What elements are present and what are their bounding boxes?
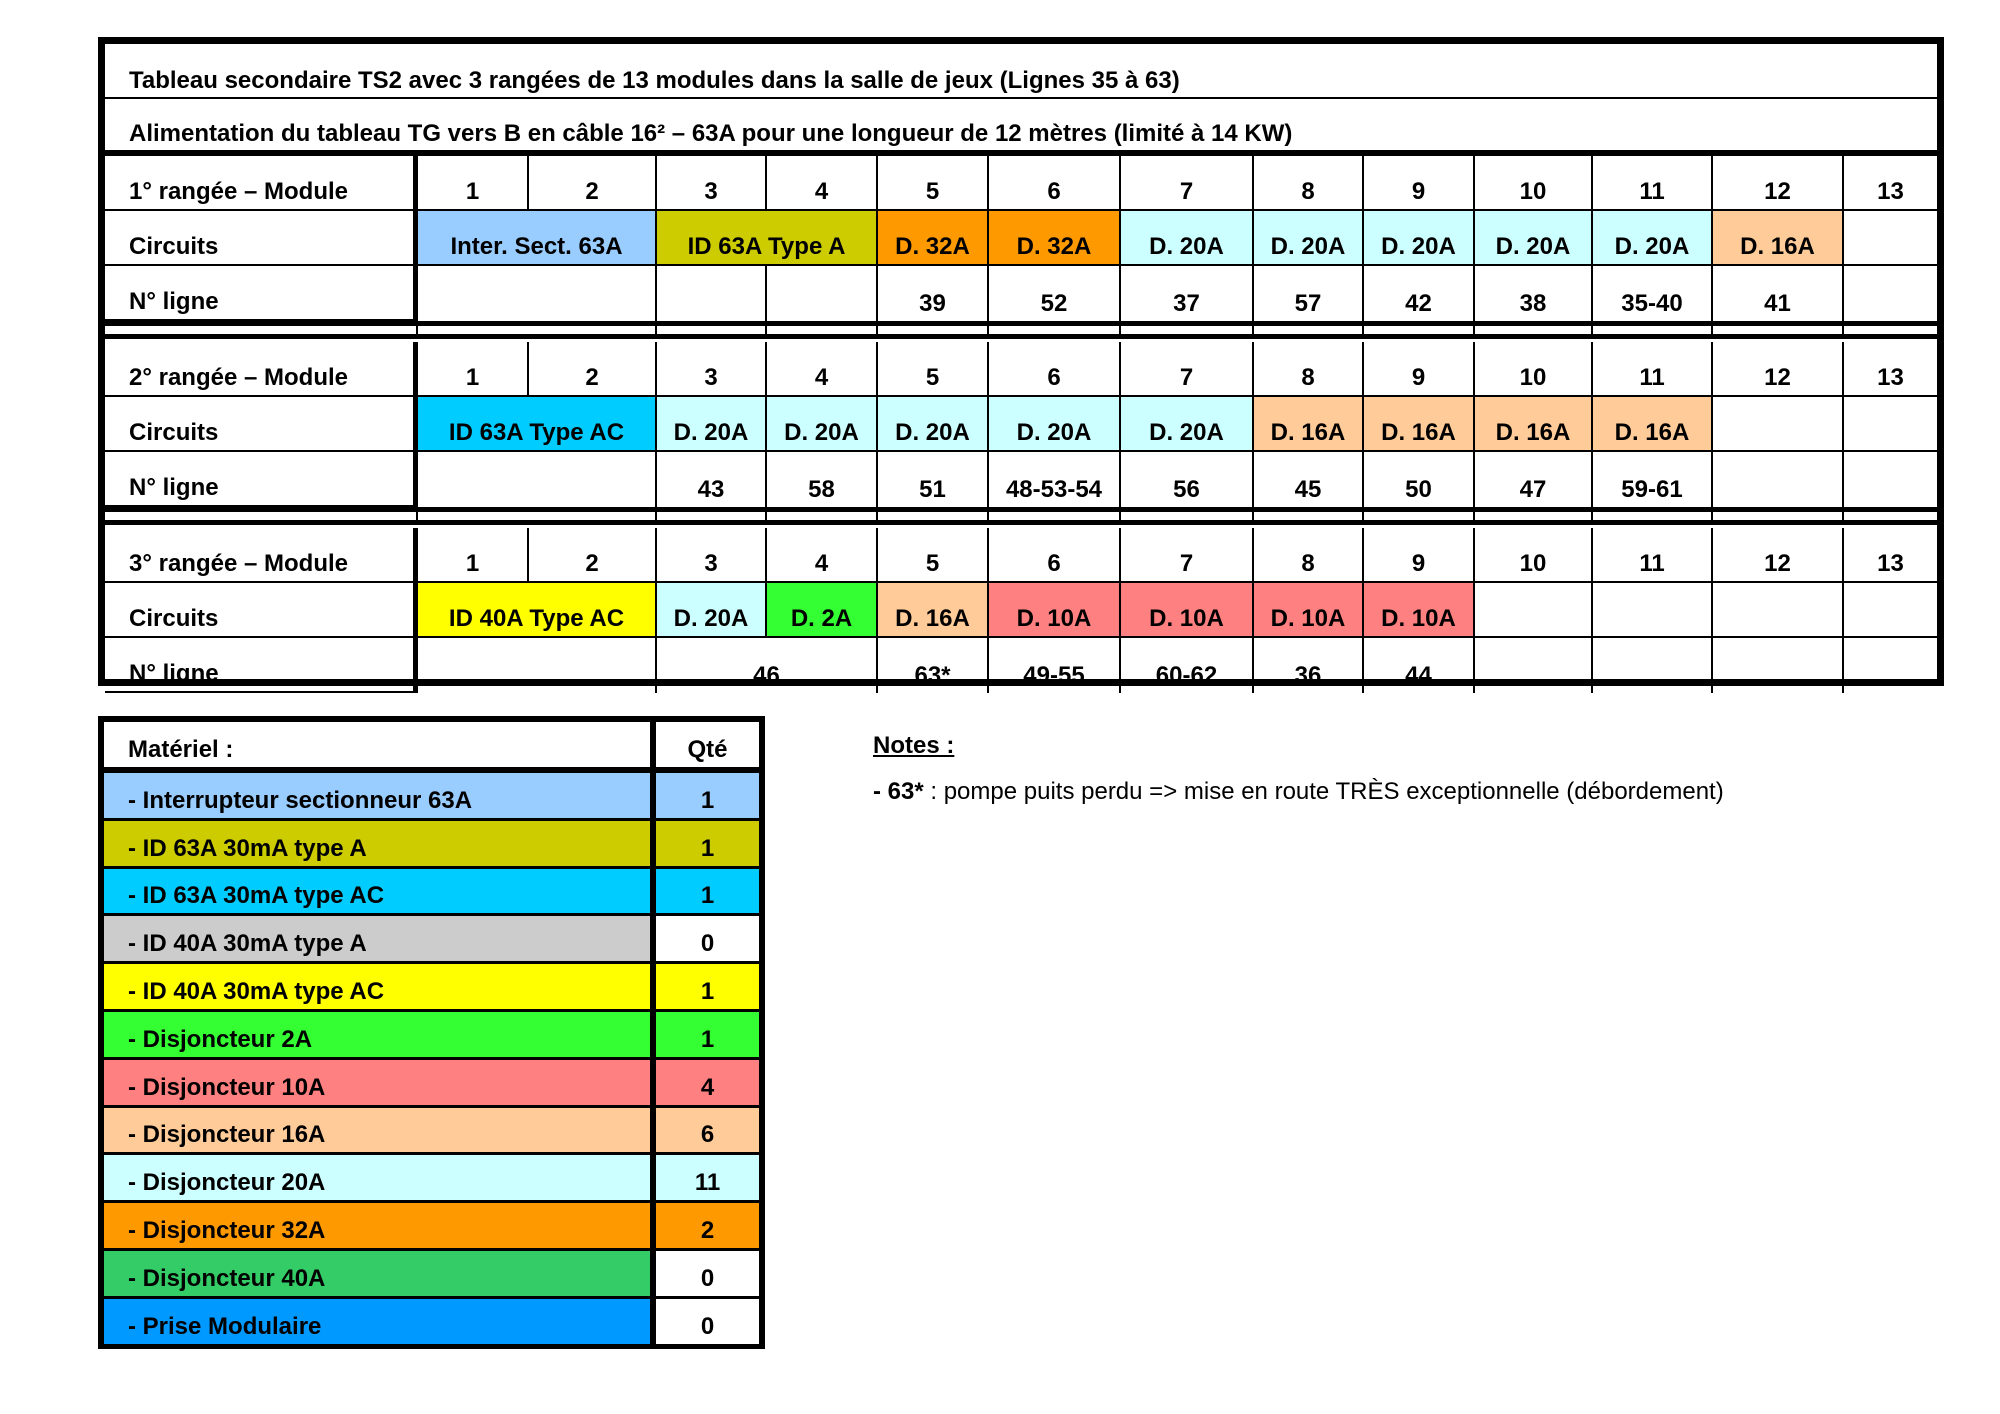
separator-tick <box>1842 326 1844 334</box>
material-qty: 0 <box>656 1251 759 1296</box>
ligne-cell: 60-62 <box>1121 638 1254 693</box>
material-header-name: Matériel : <box>104 722 656 767</box>
module-number: 11 <box>1593 156 1713 211</box>
module-number: 3 <box>657 156 767 211</box>
separator-tick <box>1711 512 1713 520</box>
ligne-cell: 43 <box>657 452 767 507</box>
note-key: - 63* <box>873 778 924 805</box>
separator-tick <box>987 326 989 334</box>
material-qty: 0 <box>656 1299 759 1344</box>
module-number: 8 <box>1254 528 1364 583</box>
ligne-label: N° ligne <box>105 638 418 693</box>
ligne-cell: 63* <box>878 638 989 693</box>
module-number: 11 <box>1593 342 1713 397</box>
separator-tick <box>1591 512 1593 520</box>
ligne-cell: 35-40 <box>1593 266 1713 321</box>
ligne-cell <box>1713 638 1844 693</box>
ligne-cell <box>1844 638 1937 693</box>
module-number: 1 <box>418 528 529 583</box>
module-number: 9 <box>1364 342 1475 397</box>
ligne-label: N° ligne <box>105 266 418 321</box>
ligne-cell <box>767 266 878 321</box>
material-qty: 0 <box>656 916 759 961</box>
ligne-cell: 59-61 <box>1593 452 1713 507</box>
material-name: - Disjoncteur 2A <box>104 1012 656 1057</box>
material-row <box>104 1105 759 1153</box>
ligne-cell: 42 <box>1364 266 1475 321</box>
module-number: 3 <box>657 342 767 397</box>
circuit-cell <box>1713 583 1844 638</box>
module-number: 5 <box>878 528 989 583</box>
module-number: 11 <box>1593 528 1713 583</box>
ligne-cell: 38 <box>1475 266 1593 321</box>
circuit-cell: D. 20A <box>1475 211 1593 266</box>
ligne-cell <box>1475 638 1593 693</box>
separator-tick <box>1591 326 1593 334</box>
material-row <box>104 770 759 818</box>
module-number: 10 <box>1475 156 1593 211</box>
material-qty: 1 <box>656 869 759 914</box>
module-number: 6 <box>989 156 1121 211</box>
circuit-cell <box>1475 583 1593 638</box>
module-number: 13 <box>1844 156 1937 211</box>
table-subtitle: Alimentation du tableau TG vers B en câble 16² – 63A pour une longueur de 12 mètres (limité à 14 KW) <box>105 99 1937 156</box>
module-number: 9 <box>1364 528 1475 583</box>
module-number: 1 <box>418 342 529 397</box>
material-row <box>104 1296 759 1344</box>
circuit-cell: D. 10A <box>1364 583 1475 638</box>
circuit-cell: D. 20A <box>878 397 989 452</box>
material-header <box>104 722 759 770</box>
material-qty: 2 <box>656 1203 759 1248</box>
circuit-cell <box>1593 583 1713 638</box>
table-title: Tableau secondaire TS2 avec 3 rangées de 13 modules dans la salle de jeux (Lignes 35 à 63) <box>105 44 1937 99</box>
material-name: - Prise Modulaire <box>104 1299 656 1344</box>
circuit-cell: D. 16A <box>878 583 989 638</box>
material-row <box>104 818 759 866</box>
material-row <box>104 961 759 1009</box>
circuit-cell: D. 32A <box>878 211 989 266</box>
circuit-cell: D. 16A <box>1254 397 1364 452</box>
module-number: 6 <box>989 528 1121 583</box>
ligne-label: N° ligne <box>105 452 418 507</box>
separator-tick <box>1362 326 1364 334</box>
circuit-cell: ID 63A Type A <box>657 211 878 266</box>
circuit-cell: D. 10A <box>1254 583 1364 638</box>
separator-tick <box>1473 512 1475 520</box>
ligne-cell <box>418 452 657 507</box>
ligne-cell: 57 <box>1254 266 1364 321</box>
ligne-cell <box>657 266 767 321</box>
circuit-cell: D. 20A <box>767 397 878 452</box>
module-number: 1 <box>418 156 529 211</box>
material-qty: 4 <box>656 1060 759 1105</box>
ligne-cell: 37 <box>1121 266 1254 321</box>
material-row <box>104 1152 759 1200</box>
module-number: 2 <box>529 342 657 397</box>
module-number: 7 <box>1121 156 1254 211</box>
circuit-cell: D. 2A <box>767 583 878 638</box>
module-number: 4 <box>767 528 878 583</box>
ligne-cell: 49-55 <box>989 638 1121 693</box>
material-qty: 6 <box>656 1108 759 1153</box>
circuit-cell <box>1844 583 1937 638</box>
circuit-cell: D. 16A <box>1713 211 1844 266</box>
material-row <box>104 1009 759 1057</box>
module-number: 7 <box>1121 528 1254 583</box>
material-name: - Disjoncteur 32A <box>104 1203 656 1248</box>
material-qty: 1 <box>656 1012 759 1057</box>
material-name: - ID 63A 30mA type A <box>104 821 656 866</box>
circuit-cell: ID 63A Type AC <box>418 397 657 452</box>
separator-tick <box>655 512 657 520</box>
module-number: 5 <box>878 156 989 211</box>
material-row <box>104 1248 759 1296</box>
circuit-cell: D. 10A <box>989 583 1121 638</box>
separator-tick <box>655 326 657 334</box>
separator-tick <box>1252 326 1254 334</box>
circuit-table <box>98 37 1944 689</box>
separator-tick <box>1119 512 1121 520</box>
material-qty: 11 <box>656 1155 759 1200</box>
ligne-cell: 44 <box>1364 638 1475 693</box>
ligne-cell: 52 <box>989 266 1121 321</box>
row-heading: 2° rangée – Module <box>105 342 418 397</box>
separator-tick <box>765 326 767 334</box>
material-row <box>104 1200 759 1248</box>
notes-section <box>873 732 1724 806</box>
separator-tick <box>416 326 418 334</box>
ligne-cell <box>1593 638 1713 693</box>
circuit-cell: D. 16A <box>1593 397 1713 452</box>
module-number: 12 <box>1713 342 1844 397</box>
module-number: 7 <box>1121 342 1254 397</box>
separator-tick <box>876 512 878 520</box>
material-qty: 1 <box>656 964 759 1009</box>
ligne-cell <box>1844 266 1937 321</box>
ligne-cell: 47 <box>1475 452 1593 507</box>
circuit-cell: D. 16A <box>1364 397 1475 452</box>
circuit-cell: D. 20A <box>657 397 767 452</box>
ligne-cell: 50 <box>1364 452 1475 507</box>
ligne-cell: 45 <box>1254 452 1364 507</box>
circuit-cell: D. 20A <box>1121 211 1254 266</box>
ligne-cell <box>418 266 657 321</box>
circuits-label: Circuits <box>105 211 418 266</box>
material-name: - Disjoncteur 10A <box>104 1060 656 1105</box>
ligne-cell <box>1844 452 1937 507</box>
material-name: - Disjoncteur 20A <box>104 1155 656 1200</box>
material-name: - Disjoncteur 40A <box>104 1251 656 1296</box>
module-number: 12 <box>1713 528 1844 583</box>
module-number: 6 <box>989 342 1121 397</box>
notes-title: Notes : <box>873 732 955 759</box>
circuit-cell: D. 16A <box>1475 397 1593 452</box>
separator-tick <box>1842 512 1844 520</box>
circuit-cell: D. 20A <box>657 583 767 638</box>
separator-tick <box>1362 512 1364 520</box>
ligne-cell: 58 <box>767 452 878 507</box>
note-item <box>873 778 1724 806</box>
module-number: 8 <box>1254 156 1364 211</box>
material-name: - ID 63A 30mA type AC <box>104 869 656 914</box>
circuit-cell <box>1844 211 1937 266</box>
module-number: 13 <box>1844 528 1937 583</box>
row-heading: 1° rangée – Module <box>105 156 418 211</box>
row-separator <box>105 507 1937 525</box>
circuit-cell: D. 20A <box>989 397 1121 452</box>
ligne-cell: 56 <box>1121 452 1254 507</box>
module-number: 4 <box>767 156 878 211</box>
material-row <box>104 913 759 961</box>
material-row <box>104 1057 759 1105</box>
separator-tick <box>1473 326 1475 334</box>
ligne-cell <box>418 638 657 693</box>
circuits-label: Circuits <box>105 583 418 638</box>
separator-tick <box>987 512 989 520</box>
module-number: 3 <box>657 528 767 583</box>
note-text: : pompe puits perdu => mise en route TRÈS exceptionnelle (débordement) <box>923 778 1724 805</box>
circuit-cell: D. 32A <box>989 211 1121 266</box>
module-number: 10 <box>1475 342 1593 397</box>
material-header-qty: Qté <box>687 736 728 763</box>
module-number: 13 <box>1844 342 1937 397</box>
ligne-cell: 51 <box>878 452 989 507</box>
ligne-cell: 46 <box>657 638 878 693</box>
separator-tick <box>416 512 418 520</box>
circuit-cell: ID 40A Type AC <box>418 583 657 638</box>
ligne-cell: 41 <box>1713 266 1844 321</box>
circuit-cell: D. 20A <box>1121 397 1254 452</box>
module-number: 2 <box>529 156 657 211</box>
module-number: 9 <box>1364 156 1475 211</box>
row-heading: 3° rangée – Module <box>105 528 418 583</box>
separator-tick <box>1711 326 1713 334</box>
module-number: 5 <box>878 342 989 397</box>
separator-tick <box>1119 326 1121 334</box>
circuit-cell: D. 20A <box>1254 211 1364 266</box>
material-name: - ID 40A 30mA type AC <box>104 964 656 1009</box>
circuit-cell: D. 20A <box>1364 211 1475 266</box>
ligne-cell: 36 <box>1254 638 1364 693</box>
material-qty: 1 <box>656 821 759 866</box>
ligne-cell: 39 <box>878 266 989 321</box>
separator-tick <box>876 326 878 334</box>
module-number: 12 <box>1713 156 1844 211</box>
material-name: - Disjoncteur 16A <box>104 1108 656 1153</box>
module-number: 10 <box>1475 528 1593 583</box>
material-qty: 1 <box>656 773 759 818</box>
module-number: 4 <box>767 342 878 397</box>
circuit-cell: Inter. Sect. 63A <box>418 211 657 266</box>
circuit-cell: D. 20A <box>1593 211 1713 266</box>
ligne-cell: 48-53-54 <box>989 452 1121 507</box>
material-table <box>98 716 765 1349</box>
module-number: 8 <box>1254 342 1364 397</box>
circuits-label: Circuits <box>105 397 418 452</box>
row-separator <box>105 321 1937 339</box>
material-row <box>104 866 759 914</box>
material-name: - ID 40A 30mA type A <box>104 916 656 961</box>
module-number: 2 <box>529 528 657 583</box>
circuit-cell: D. 10A <box>1121 583 1254 638</box>
material-name: - Interrupteur sectionneur 63A <box>104 773 656 818</box>
circuit-cell <box>1713 397 1844 452</box>
ligne-cell <box>1713 452 1844 507</box>
circuit-cell <box>1844 397 1937 452</box>
separator-tick <box>1252 512 1254 520</box>
separator-tick <box>765 512 767 520</box>
